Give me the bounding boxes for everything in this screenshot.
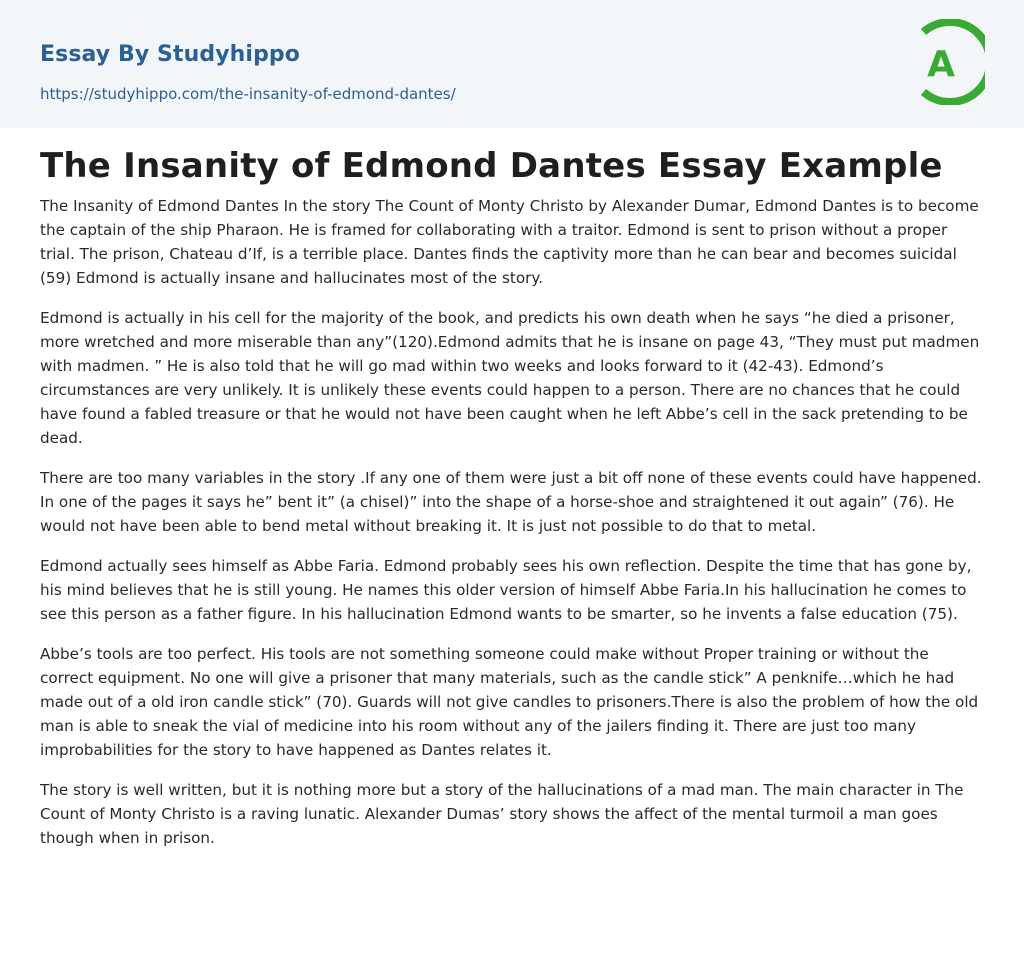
paragraph: Abbe’s tools are too perfect. His tools are not something someone could make without Proper training or without the correct equipment. No one will give a prisoner that many materials, such as the candle stick” A penknife…which he had made out of a old iron candle stick” (70). Guards will not give candles to prisoners.There is also the problem of how the old man is able to sneak the vial of medicine into his room without any of the jailers finding it. There are just too many improbabilities for the story to have happened as Dantes relates it. <box>40 645 979 759</box>
site-brand[interactable]: Essay By Studyhippo <box>40 42 300 67</box>
paragraph: The story is well written, but it is nothing more but a story of the hallucinations of a mad man. The main character in The Count of Monty Christo is a raving lunatic. Alexander Dumas’ story shows the affect of the mental turmoil a man goes though when in prison. <box>40 781 964 847</box>
paragraph: Edmond is actually in his cell for the majority of the book, and predicts his own death when he says “he died a prisoner, more wretched and more miserable than any”(120).Edmond admits that he is insane on page 43, “They must put madmen with madmen. ” He is also told that he will go mad within two weeks and looks forward to it (42-43). Edmond’s circumstances are very unlikely. It is unlikely these events could happen to a person. There are no chances that he could have found a fabled treasure or that he would not have been caught when he left Abbe’s cell in the sack pretending to be dead. <box>40 309 980 447</box>
logo-letter: A <box>927 44 955 85</box>
page-url-link[interactable]: https://studyhippo.com/the-insanity-of-edmond-dantes/ <box>40 85 456 103</box>
paragraph: There are too many variables in the story .If any one of them were just a bit off none of these events could have happened. In one of the pages it says he” bent it” (a chisel)” into the shape of a horse-shoe and straightened it out again” (76). He would not have been able to bend metal without breaking it. It is just not possible to do that to metal. <box>40 469 982 535</box>
essay-body <box>40 194 984 866</box>
site-header <box>0 0 1024 128</box>
paragraph: The Insanity of Edmond Dantes In the story The Count of Monty Christo by Alexander Dumar, Edmond Dantes is to become the captain of the ship Pharaon. He is framed for collaborating with a traitor. Edmond is sent to prison without a proper trial. The prison, Chateau d’If, is a terrible place. Dantes finds the captivity more than he can bear and becomes suicidal (59) Edmond is actually insane and hallucinates most of the story. <box>40 197 979 287</box>
page-title: The Insanity of Edmond Dantes Essay Example <box>40 146 943 186</box>
studyhippo-logo-icon[interactable] <box>913 19 985 105</box>
paragraph: Edmond actually sees himself as Abbe Faria. Edmond probably sees his own reflection. Despite the time that has gone by, his mind believes that he is still young. He names this older version of himself Abbe Faria.In his hallucination he comes to see this person as a father figure. In his hallucination Edmond wants to be smarter, so he invents a false education (75). <box>40 557 972 623</box>
